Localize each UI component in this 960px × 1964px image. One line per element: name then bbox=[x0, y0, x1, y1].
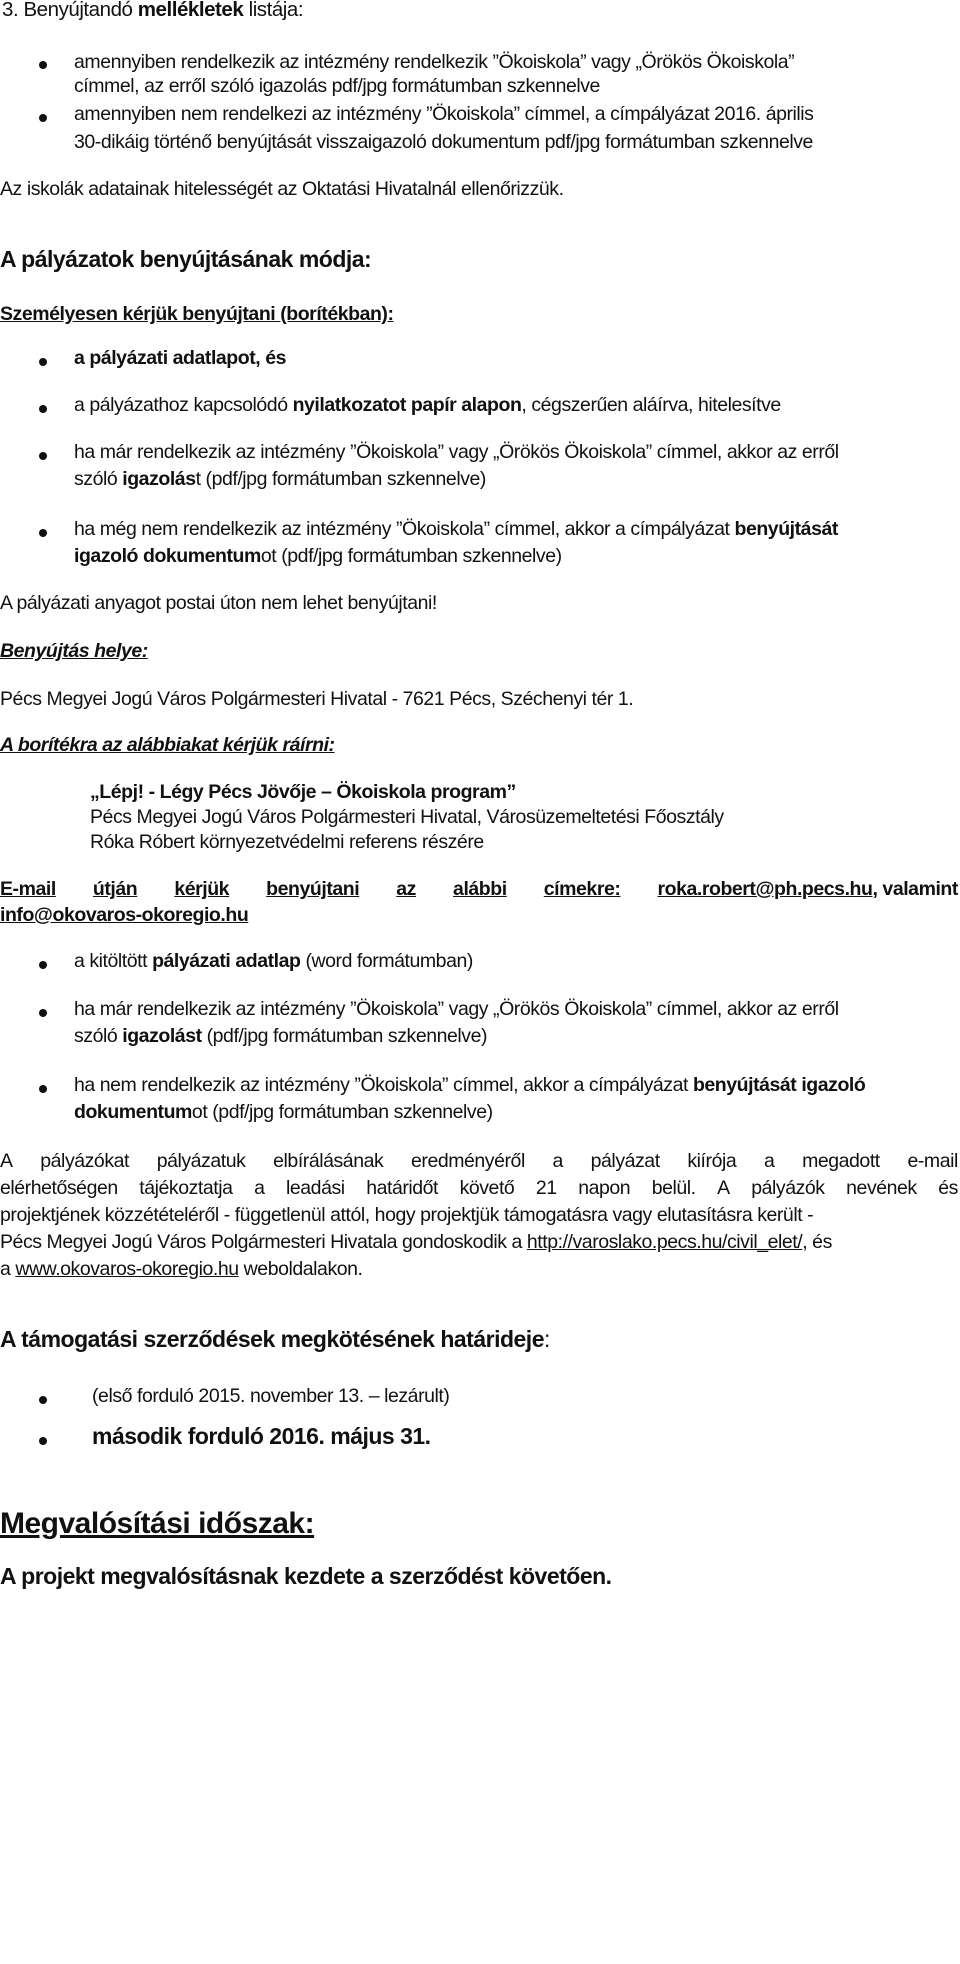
email-link-info[interactable]: info@okovaros-okoregio.hu bbox=[0, 904, 249, 926]
list-item: ha még nem rendelkezik az intézmény ”Ökoiskola” címmel, akkor a címpályázat benyújtását bbox=[74, 518, 838, 540]
result-paragraph-line4: Pécs Megyei Jogú Város Polgármesteri Hivatala gondoskodik a http://varoslako.pecs.hu/civil_elet/, és bbox=[0, 1231, 832, 1253]
bullet-icon bbox=[39, 1009, 47, 1017]
email-link-roka[interactable]: roka.robert@ph.pecs.hu bbox=[657, 878, 873, 900]
submission-heading: A pályázatok benyújtásának módja: bbox=[0, 246, 372, 272]
bullet-icon bbox=[39, 114, 47, 122]
list-item: a pályázati adatlapot, és bbox=[74, 347, 287, 369]
envelope-heading: A borítékra az alábbiakat kérjük ráírni: bbox=[0, 734, 335, 756]
list-item: igazoló dokumentumot (pdf/jpg formátumban szkennelve) bbox=[74, 545, 562, 567]
result-paragraph-line1: A pályázókat pályázatuk elbírálásának eredményéről a pályázat kiírója a megadott e-mail bbox=[0, 1150, 958, 1172]
envelope-recipient: Róka Róbert környezetvédelmi referens részére bbox=[90, 831, 484, 853]
result-paragraph-line5: a www.okovaros-okoregio.hu weboldalakon. bbox=[0, 1258, 363, 1280]
email-heading: E-mail útján kérjük benyújtani az alábbi címekre: roka.robert@ph.pecs.hu, valamint bbox=[0, 878, 958, 900]
place-address: Pécs Megyei Jogú Város Polgármesteri Hivatal - 7621 Pécs, Széchenyi tér 1. bbox=[0, 688, 634, 710]
okovaros-link[interactable]: www.okovaros-okoregio.hu bbox=[15, 1258, 239, 1280]
place-heading: Benyújtás helye: bbox=[0, 640, 148, 662]
result-paragraph-line3: projektjének közzétételéről - függetlenül attól, hogy projektjük támogatásra vagy elutasításra került - bbox=[0, 1204, 814, 1226]
civil-elet-link[interactable]: http://varoslako.pecs.hu/civil_elet/ bbox=[526, 1231, 803, 1253]
bullet-icon bbox=[39, 1085, 47, 1093]
bullet-icon bbox=[39, 452, 47, 460]
list-item: szóló igazolást (pdf/jpg formátumban szkennelve) bbox=[74, 468, 486, 490]
envelope-program: „Lépj! - Légy Pécs Jövője – Ökoiskola program” bbox=[90, 781, 516, 803]
contract-round2: második forduló 2016. május 31. bbox=[92, 1423, 431, 1449]
list-item: 30-dikáig történő benyújtását visszaigazoló dokumentum pdf/jpg formátumban szkennelve bbox=[74, 131, 813, 153]
bullet-icon bbox=[39, 405, 47, 413]
section3-title: 3. Benyújtandó mellékletek listája: bbox=[2, 0, 304, 21]
list-item: amennyiben nem rendelkezi az intézmény ”Ökoiskola” címmel, a címpályázat 2016. április bbox=[74, 103, 814, 125]
bullet-icon bbox=[39, 1437, 47, 1445]
implementation-heading: Megvalósítási időszak: bbox=[0, 1507, 315, 1540]
bullet-icon bbox=[39, 358, 47, 366]
email-line2 bbox=[0, 904, 248, 927]
contract-heading: A támogatási szerződések megkötésének határideje: bbox=[0, 1326, 550, 1352]
bullet-icon bbox=[39, 529, 47, 537]
list-item: a pályázathoz kapcsolódó nyilatkozatot papír alapon, cégszerűen aláírva, hitelesítve bbox=[74, 394, 781, 416]
list-item: a kitöltött pályázati adatlap (word formátumban) bbox=[74, 950, 473, 972]
no-post-note: A pályázati anyagot postai úton nem lehet benyújtani! bbox=[0, 592, 437, 614]
list-item: dokumentumot (pdf/jpg formátumban szkennelve) bbox=[74, 1101, 493, 1123]
list-item: ha nem rendelkezik az intézmény ”Ökoiskola” címmel, akkor a címpályázat benyújtását igazoló bbox=[74, 1074, 866, 1096]
implementation-text: A projekt megvalósításnak kezdete a szerződést követően. bbox=[0, 1563, 612, 1589]
personal-heading: Személyesen kérjük benyújtani (borítékban): bbox=[0, 303, 394, 325]
list-item: ha már rendelkezik az intézmény ”Ökoiskola” vagy „Örökös Ökoiskola” címmel, akkor az erről bbox=[74, 441, 839, 463]
list-item: címmel, az erről szóló igazolás pdf/jpg formátumban szkennelve bbox=[74, 75, 600, 97]
verification-note: Az iskolák adatainak hitelességét az Oktatási Hivatalnál ellenőrizzük. bbox=[0, 178, 564, 200]
contract-round1: (első forduló 2015. november 13. – lezárult) bbox=[92, 1385, 450, 1407]
bullet-icon bbox=[39, 961, 47, 969]
envelope-office: Pécs Megyei Jogú Város Polgármesteri Hivatal, Városüzemeltetési Főosztály bbox=[90, 806, 724, 828]
list-item: amennyiben rendelkezik az intézmény rendelkezik ”Ökoiskola” vagy „Örökös Ökoiskola” bbox=[74, 51, 795, 73]
bullet-icon bbox=[39, 1396, 47, 1404]
result-paragraph-line2: elérhetőségen tájékoztatja a leadási határidőt követő 21 napon belül. A pályázók nevének és bbox=[0, 1177, 958, 1199]
list-item: ha már rendelkezik az intézmény ”Ökoiskola” vagy „Örökös Ökoiskola” címmel, akkor az erről bbox=[74, 998, 839, 1020]
bullet-icon bbox=[39, 61, 47, 69]
list-item: szóló igazolást (pdf/jpg formátumban szkennelve) bbox=[74, 1025, 488, 1047]
